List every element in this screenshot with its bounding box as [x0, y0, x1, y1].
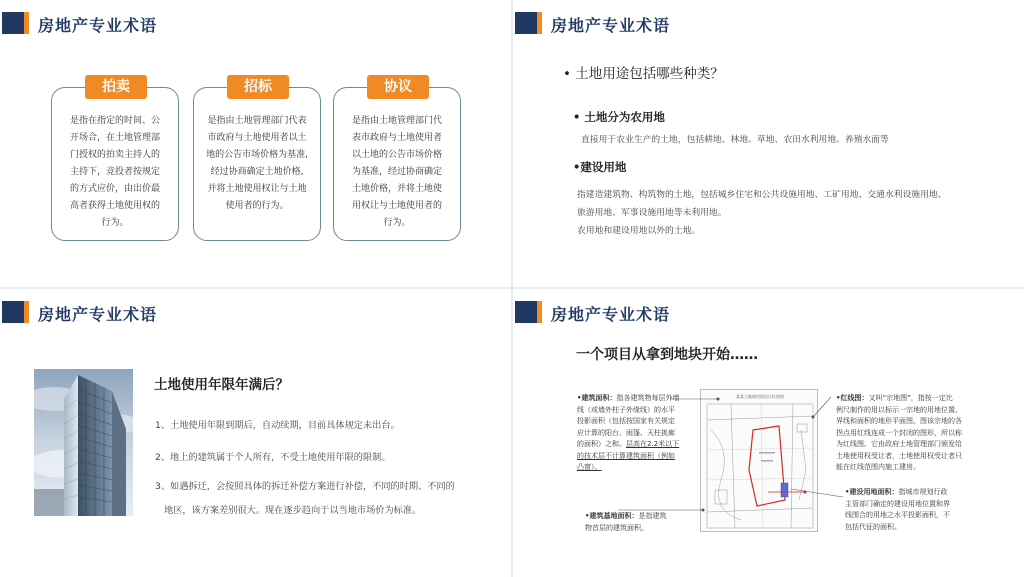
card-auction: [51, 79, 179, 241]
land-term-question: 土地使用年限年满后？: [154, 377, 289, 393]
card-line: 行为。: [101, 218, 129, 228]
card-line: 是指在指定的时间、公: [69, 116, 160, 126]
header-accent-orange: [537, 301, 542, 323]
term-point-1: 1、土地使用年限到期后，自动续期，目前具体规定未出台。: [155, 420, 400, 431]
slide-header: [0, 301, 300, 325]
card-line: 表市政府与土地使用者: [351, 133, 442, 143]
slide-project-land-areas[interactable]: [513, 289, 1024, 577]
card-line: 行为。: [383, 218, 411, 228]
note-line: 拐点用红线连成一个封闭的图形，所以称: [836, 428, 962, 437]
slide-header: [0, 12, 300, 36]
note-line: 线（或墙外柱子外缘线）的水平: [577, 405, 675, 414]
card-line: 市政府与土地使用者以土: [207, 133, 307, 143]
slide-header: [513, 12, 813, 36]
note-line: 界线和面积的地形平面图。图该宗地的各: [836, 417, 962, 425]
note-line: 主管部门确定的建设用地位置和界: [845, 499, 950, 508]
heading-agricultural-land: • 土地分为农用地: [573, 110, 665, 124]
office-building-photo: [34, 369, 133, 516]
card-body-agreement: [343, 113, 451, 232]
card-tag-auction: 拍卖: [85, 75, 147, 99]
slide-auction-terms[interactable]: [0, 0, 511, 287]
card-tag-agreement: 协议: [367, 75, 429, 99]
header-accent-navy: [2, 12, 24, 34]
note-line: 土地使用权受让者，土地使用权受让者只: [836, 451, 962, 460]
note-underlined: 层高在2.2米以下: [626, 440, 680, 448]
text-line: 旅游用地、军事设施用地等未利用地。: [577, 208, 727, 218]
note-line: 应计算的阳台、雨篷、天柱挑廊: [577, 428, 675, 437]
slide-title: 房地产专业术语: [551, 16, 671, 35]
note-building-base-area: [585, 511, 695, 534]
note-line: 包括代征的面积。: [845, 522, 901, 531]
note-label: •红线图：: [836, 394, 869, 402]
card-tender: [193, 79, 321, 241]
text-agricultural-land: 直接用于农业生产的土地，包括耕地、林地、草地、农田水利用地、养殖水面等: [581, 135, 889, 145]
note-underlined: 凸窗）。: [577, 463, 602, 471]
project-subtitle: 一个项目从拿到地块开始……: [576, 347, 758, 363]
card-line: 开场合，在土地管理部: [69, 133, 160, 143]
slide-header: [513, 301, 813, 325]
heading-construction-land: •建设用地: [573, 160, 627, 174]
card-line: 是指由土地管理部门代表: [207, 116, 307, 126]
card-tag-tender: 招标: [227, 75, 289, 99]
slide-land-use-types[interactable]: [513, 0, 1024, 287]
card-body-auction: [61, 113, 169, 232]
text-construction-land: [577, 186, 946, 240]
note-label: •建筑基地面积：: [585, 512, 639, 520]
note-line: 物首层的建筑面积。: [585, 523, 648, 532]
note-label: •建设用地面积：: [845, 488, 899, 496]
card-line: 经过协商确定土地价格,: [210, 167, 304, 177]
note-building-area: [577, 393, 697, 474]
slide-title: 房地产专业术语: [38, 16, 158, 35]
text-line: 农用地和建设用地以外的土地。: [577, 226, 701, 236]
header-accent-navy: [2, 301, 24, 323]
site-plan-drawing: [701, 390, 818, 532]
text-line: 指建造建筑物、构筑物的土地，包括城乡住宅和公共设施用地、工矿用地、交通水利设施用地、: [577, 190, 947, 200]
office-building-icon: [34, 369, 133, 516]
note-line: 指城市规划行政: [898, 488, 948, 496]
note-label: •建筑面积：: [577, 394, 617, 402]
card-line: 为基准，经过协商确定: [351, 167, 442, 177]
map-caption: 某某土地使用权出让红线图: [736, 394, 784, 399]
slide-land-term-expiry[interactable]: [0, 289, 511, 577]
card-line: 门授权的拍卖主持人的: [69, 150, 160, 160]
note-line: 为红线图。它由政府土地管理部门颁发给: [836, 440, 962, 448]
slide-title: 房地产专业术语: [551, 305, 671, 324]
note-line: 例尺制作的用以标示一宗地的用地位置、: [836, 405, 962, 414]
note-line: 能在红线范围内施工建房。: [836, 463, 920, 471]
slide-title: 房地产专业术语: [38, 305, 158, 324]
card-line: 以土地的公告市场价格: [351, 150, 442, 160]
header-accent-orange: [24, 12, 29, 34]
note-construction-land-area: [845, 487, 975, 533]
header-accent-navy: [515, 301, 537, 323]
term-point-2: 2、地上的建筑属于个人所有，不受土地使用年限的限制。: [155, 452, 391, 463]
term-point-3-cont: 地区，该方案差别很大。现在逐步趋向于以当地市场价为标准。: [164, 505, 422, 516]
term-point-3: 3、如遇拆迁，会按照具体的拆迁补偿方案进行补偿，不同的时期、不同的: [155, 481, 455, 492]
card-line: 高者获得土地使用权的: [69, 201, 160, 211]
card-line: 土地价格，并将土地使: [351, 184, 442, 194]
note-red-line-map: [836, 393, 986, 474]
header-accent-navy: [515, 12, 537, 34]
land-use-question: • 土地用途包括哪些种类？: [563, 66, 724, 82]
note-line: 是指建筑: [638, 512, 667, 520]
header-accent-orange: [24, 301, 29, 323]
card-line: 地的公告市场价格为基准,: [206, 150, 308, 160]
card-line: 使用者的行为。: [225, 201, 289, 211]
card-line: 用权让与土地使用者的: [351, 201, 442, 211]
card-line: 的方式应价，由出价最: [69, 184, 160, 194]
note-line: 投影面积（包括按国家有关规定: [577, 417, 675, 425]
note-line: 又叫“宗地图”，指按一定比: [868, 394, 953, 402]
header-accent-orange: [537, 12, 542, 34]
note-line: 的面积）之和。: [577, 440, 626, 448]
red-line-map: [700, 389, 818, 532]
card-line: 并将土地使用权让与土地: [207, 184, 307, 194]
card-line: 是指由土地管理部门代: [351, 116, 442, 126]
note-line: 指各建筑物每层外墙: [616, 394, 680, 402]
note-underlined: 的技术层不计算建筑面积（例如: [577, 451, 675, 460]
card-agreement: [333, 79, 461, 241]
note-line: 线围合的用地之水平投影面积，不: [845, 511, 950, 519]
card-body-tender: [203, 113, 311, 215]
card-line: 主持下，竞投者按规定: [69, 167, 160, 177]
